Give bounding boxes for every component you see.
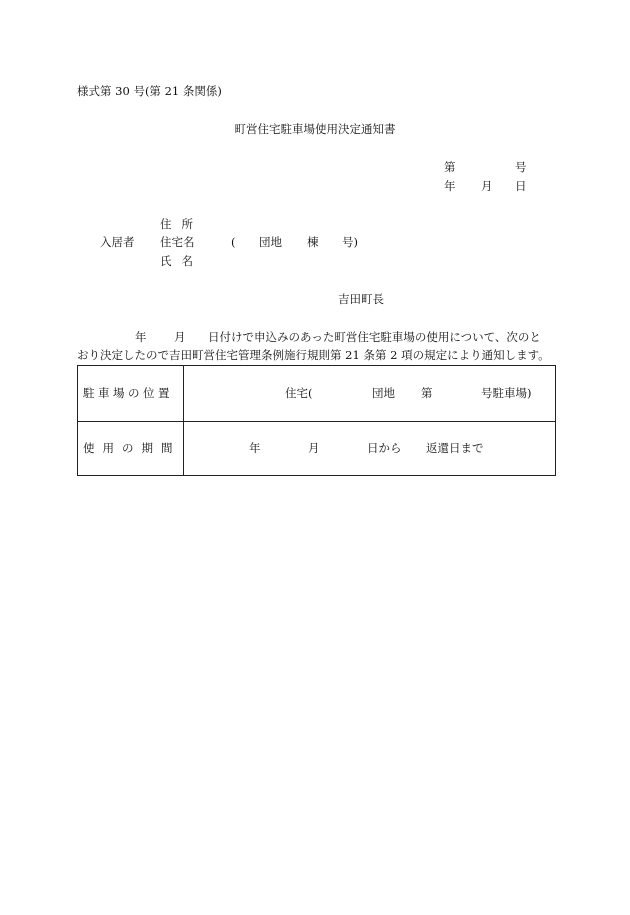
- location-danchi: 団地: [372, 386, 395, 400]
- housing-building: 棟: [307, 235, 319, 249]
- address-label: 住所: [160, 217, 203, 231]
- period-from: 日から: [367, 441, 402, 455]
- name-label: 氏名: [160, 254, 203, 268]
- location-dai: 第: [421, 386, 433, 400]
- location-label: 駐車場の位置: [83, 386, 173, 400]
- info-table: [77, 365, 556, 476]
- issuer-mayor: 吉田町長: [338, 292, 384, 306]
- period-label: 使用の期間: [83, 441, 181, 455]
- form-number: 様式第 30 号(第 21 条関係): [77, 84, 222, 98]
- doc-date-year: 年: [444, 179, 456, 193]
- housing-name-label: 住宅名: [160, 235, 195, 249]
- body-year: 年: [135, 330, 147, 344]
- body-month: 月: [174, 330, 186, 344]
- housing-number: 号): [342, 235, 358, 249]
- body-text-line2: おり決定したので吉田町営住宅管理条例施行規則第 21 条第 2 項の規定により通知します。: [77, 348, 550, 362]
- body-text-line1: 日付けで申込みのあった町営住宅駐車場の使用について、次のと: [208, 330, 541, 344]
- location-parking: 号駐車場): [481, 386, 532, 400]
- doc-date-month: 月: [481, 179, 493, 193]
- period-until: 返還日まで: [426, 441, 484, 455]
- location-jutaku: 住宅(: [285, 386, 313, 400]
- table-divider-horizontal: [78, 421, 555, 422]
- doc-number-go: 号: [515, 160, 527, 174]
- document-title: 町営住宅駐車場使用決定通知書: [234, 122, 396, 136]
- doc-date-day: 日: [515, 179, 527, 193]
- housing-danchi: 団地: [259, 235, 282, 249]
- tenant-label: 入居者: [100, 235, 135, 249]
- period-month: 月: [308, 441, 320, 455]
- housing-open-paren: (: [231, 235, 236, 249]
- period-year: 年: [249, 441, 261, 455]
- doc-number-dai: 第: [444, 160, 456, 174]
